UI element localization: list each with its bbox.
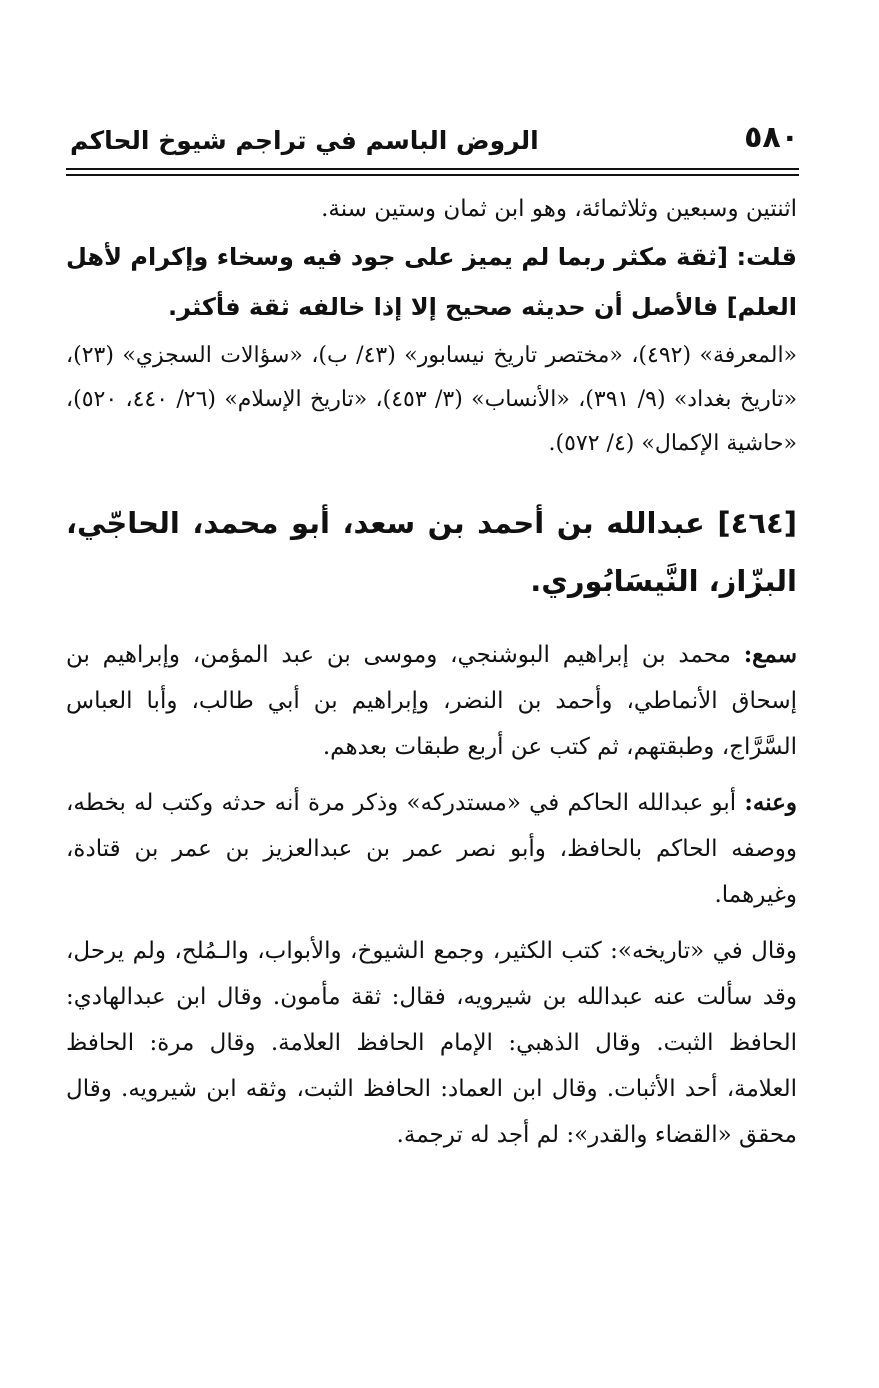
paragraph-continuation: اثنتين وسبعين وثلاثمائة، وهو ابن ثمان وستين سنة.	[321, 196, 797, 222]
paragraph-sources: «المعرفة» (٤٩٢)، «مختصر تاريخ نيسابور» (٤٣/ ب)، «سؤالات السجزي» (٢٣)، «تاريخ بغداد» (٩/ ٣٩١)، «الأنساب» (٣/ ٤٥٣)، «تاريخ الإسلام» (٢٦/ ٤٤٠، ٥٢٠)، «حاشية الإكمال» (٤/ ٥٧٢).	[66, 343, 798, 456]
page-header	[70, 118, 799, 168]
narrators-text: أبو عبدالله الحاكم في «مستدركه» وذكر مرة أنه حدثه وكتب له بخطه، ووصفه الحاكم بالحافظ، وأبو نصر عمر بن عبدالعزيز بن عمر بن قتادة، وغيرهما.	[66, 790, 797, 908]
page-number: ٥٨٠	[744, 120, 799, 155]
paragraph-heard-from	[66, 632, 797, 770]
header-rule-top	[66, 168, 799, 170]
heard-from-text: محمد بن إبراهيم البوشنجي، وموسى بن عبد المؤمن، وإبراهيم بن إسحاق الأنماطي، وأحمد بن النضر، وإبراهيم بن أبي طالب، وأبا العباس السَّرَّاج، وطبقتهم، ثم كتب عن أربع طبقات بعدهم.	[66, 642, 797, 760]
paragraph-narrators	[66, 780, 797, 918]
running-title: الروض الباسم في تراجم شيوخ الحاكم	[70, 126, 539, 155]
page-body	[66, 186, 797, 1158]
verdict-lead: قلت:	[736, 243, 797, 271]
paragraph-verdict	[66, 232, 797, 332]
header-rule-bottom	[66, 174, 799, 176]
entry-heading: [٤٦٤] عبدالله بن أحمد بن سعد، أبو محمد، الحاجّي، البزّاز، النَّيسَابُوري.	[66, 506, 797, 598]
paragraph-assessments: وقال في «تاريخه»: كتب الكثير، وجمع الشيوخ، والأبواب، والـمُلح، ولم يرحل، وقد سألت عنه عبدالله بن شيرويه، فقال: ثقة مأمون. وقال ابن عبدالهادي: الحافظ الثبت. وقال الذهبي: الإمام الحافظ العلامة. وقال مرة: الحافظ العلامة، أحد الأثبات. وقال ابن العماد: الحافظ الثبت، وثقه ابن شيرويه. وقال محقق «القضاء والقدر»: لم أجد له ترجمة.	[66, 938, 798, 1148]
heard-from-lead: سمع:	[743, 641, 797, 668]
verdict-text: [ثقة مكثر ربما لم يميز على جود فيه وسخاء وإكرام لأهل العلم] فالأصل أن حديثه صحيح إلا إذا خالفه ثقة فأكثر.	[66, 243, 797, 321]
narrators-lead: وعنه:	[744, 789, 797, 816]
